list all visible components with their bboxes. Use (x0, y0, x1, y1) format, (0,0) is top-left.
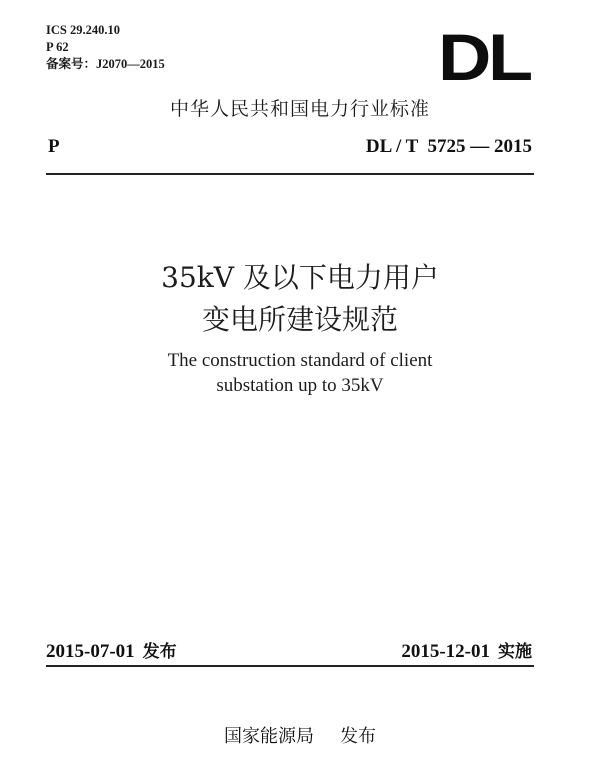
title-en-line2: substation up to 35kV (216, 375, 384, 396)
implement-date: 2015-12-01 (401, 641, 490, 662)
implement-label: 实施 (498, 642, 532, 662)
issue-date-block (46, 637, 177, 663)
classification-letter: P (48, 136, 60, 157)
record-number: 备案号：J2070—2015 (46, 57, 165, 71)
publisher-name: 国家能源局 (224, 726, 314, 747)
standard-type: 中华人民共和国电力行业标准 (169, 98, 430, 120)
publisher-line (0, 722, 600, 748)
issue-label: 发布 (142, 642, 177, 662)
standard-code: DL / T 5725 — 2015 (365, 136, 532, 157)
top-divider (46, 173, 534, 175)
bottom-divider (46, 665, 534, 667)
implement-date-block (401, 637, 532, 663)
title-cn-line2: 变电所建设规范 (201, 303, 398, 336)
issue-date: 2015-07-01 (46, 641, 135, 662)
title-cn-line1: 35kV 及以下电力用户 (161, 261, 439, 294)
header-meta (46, 22, 165, 73)
publisher-action: 发布 (340, 726, 376, 747)
class-code: P 62 (46, 40, 69, 54)
ics-code: ICS 29.240.10 (46, 23, 120, 37)
title-en-line1: The construction standard of client (167, 350, 433, 371)
dl-logo: DL (438, 20, 530, 94)
